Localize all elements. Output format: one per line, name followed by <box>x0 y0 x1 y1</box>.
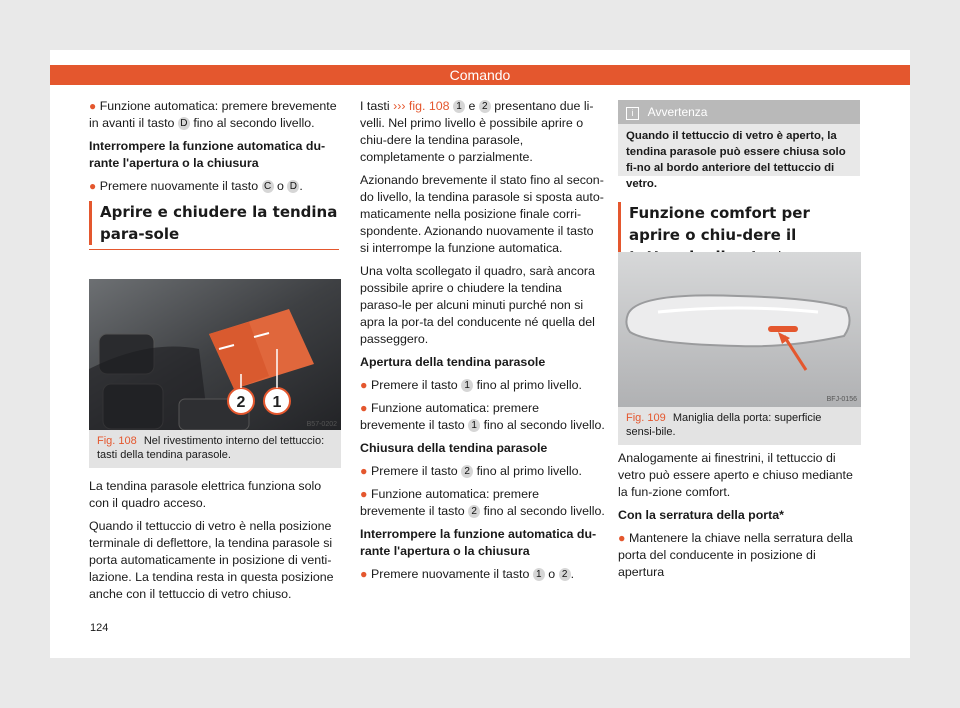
chapter-header: Comando <box>50 65 910 85</box>
bullet-icon: ● <box>360 487 368 501</box>
subheading: Interrompere la funzione automatica du-rante l'apertura o la chiusura <box>360 527 597 558</box>
paragraph: Azionando brevemente il stato fino al secon-do livello, la tendina parasole si sposta auto-maticamente nella posizione finale corri-spondente. Azionando nuovamente il tasto si interrompe la funzione automatica. <box>360 173 604 255</box>
info-icon: i <box>626 107 639 120</box>
callout-2: 2 <box>236 394 246 411</box>
key-badge: D <box>287 180 299 193</box>
list-item: ● Premere il tasto 1 fino al primo livello. <box>360 378 582 392</box>
figure-label: Fig. 108 <box>97 435 137 447</box>
page-number: 124 <box>90 622 109 634</box>
paragraph: La tendina parasole elettrica funziona solo con il quadro acceso. <box>89 479 322 510</box>
figure-caption: Fig. 108 Nel rivestimento interno del tettuccio: tasti della tendina parasole. <box>89 430 341 468</box>
warning-title: Avvertenza <box>647 105 708 119</box>
bullet-icon: ● <box>360 567 368 581</box>
section-title: Aprire e chiudere la tendina para-sole <box>89 201 339 245</box>
list-item: ● Mantenere la chiave nella serratura della porta del conducente in posizione di apertura <box>618 531 853 579</box>
warning-box <box>618 100 860 190</box>
subheading: Apertura della tendina parasole <box>360 355 546 369</box>
figure-108 <box>89 279 341 468</box>
sunshade-buttons-image <box>89 279 341 430</box>
figure-label: Fig. 109 <box>626 412 666 424</box>
key-badge: 2 <box>461 465 473 478</box>
key-badge: D <box>178 117 190 130</box>
subheading: Con la serratura della porta* <box>618 508 784 522</box>
key-badge: C <box>262 180 274 193</box>
callout-1: 1 <box>272 394 282 411</box>
figure-link[interactable]: fig. 108 <box>408 99 450 113</box>
subheading: Interrompere la funzione automatica du-rante l'apertura o la chiusura <box>89 139 326 170</box>
key-badge: 2 <box>468 505 480 518</box>
list-item: ● Funzione automatica: premere brevemente il tasto 2 fino al secondo livello. <box>360 487 605 518</box>
warning-text: Quando il tettuccio di vetro è aperto, la tendina parasole può essere chiusa solo fi-no al bordo anteriore del tettuccio di vetro. <box>626 130 846 190</box>
section-title: Funzione comfort per aprire o chiu-dere il <box>618 202 860 268</box>
warning-header <box>618 100 860 124</box>
figure-109 <box>618 252 861 445</box>
paragraph: I tasti ››› fig. 108 1 e 2 presentano due li-velli. Nel primo livello è possibile aprire o chiu-dere la tendina parasole, completamente o parzialmente. <box>360 99 594 164</box>
bullet-icon: ● <box>618 531 626 545</box>
door-handle-image <box>618 252 861 407</box>
column-1-text <box>89 478 339 609</box>
figure-code: B57-0202 <box>306 421 337 428</box>
key-badge: 2 <box>479 100 491 113</box>
figure-code: BFJ-0156 <box>826 396 857 403</box>
paragraph: Quando il tettuccio di vetro è nella posizione terminale di deflettore, la tendina parasole si porta automaticamente in posizione di venti-lazione. La tendina resta in questa posizione anche con il tettuccio di vetro chiuso. <box>89 519 334 601</box>
section-rule <box>89 249 339 250</box>
paragraph: Una volta scollegato il quadro, sarà ancora possibile aprire o chiudere la tendina paraso-le per alcuni minuti purché non si apra la por-ta del conducente né quella del passeggero. <box>360 264 595 346</box>
list-item: ● Premere il tasto 2 fino al primo livello. <box>360 464 582 478</box>
list-item: ● Funzione automatica: premere brevemente il tasto 1 fino al secondo livello. <box>360 401 605 432</box>
key-badge: 1 <box>461 379 473 392</box>
list-item: ● Premere nuovamente il tasto 1 o 2 . <box>360 567 575 581</box>
list-item: ● Funzione automatica: premere brevemente in avanti il tasto D fino al secondo livello. <box>89 99 337 130</box>
cross-ref-arrow: ››› <box>393 99 406 113</box>
bullet-icon: ● <box>89 99 97 113</box>
column-3-text <box>618 450 860 587</box>
key-badge: 2 <box>559 568 571 581</box>
figure-caption: Fig. 109 Maniglia della porta: superficie sensi-bile. <box>618 407 861 445</box>
bullet-icon: ● <box>89 179 97 193</box>
bullet-icon: ● <box>360 378 368 392</box>
paragraph: Analogamente ai finestrini, il tettuccio di vetro può essere aperto e chiuso mediante la fun-zione comfort. <box>618 451 853 499</box>
column-2 <box>360 98 605 589</box>
key-badge: 1 <box>468 419 480 432</box>
key-badge: 1 <box>453 100 465 113</box>
list-item: ● Premere nuovamente il tasto C o D . <box>89 179 303 193</box>
bullet-icon: ● <box>360 464 368 478</box>
column-1 <box>89 98 339 262</box>
bullet-icon: ● <box>360 401 368 415</box>
key-badge: 1 <box>533 568 545 581</box>
subheading: Chiusura della tendina parasole <box>360 441 548 455</box>
